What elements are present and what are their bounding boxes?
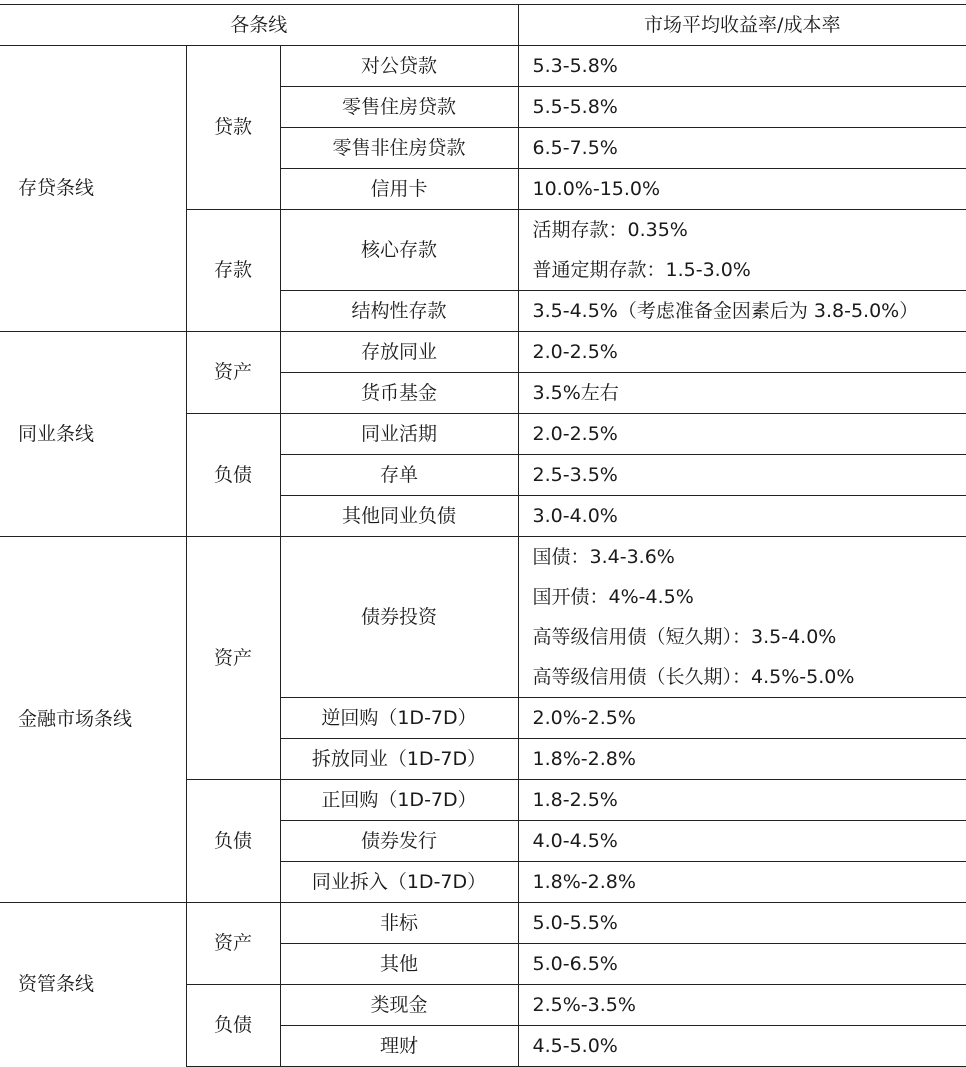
rate-text: 5.0-6.5%	[533, 944, 966, 984]
product-cell: 其他	[280, 944, 518, 985]
category-cell: 负债	[186, 780, 280, 903]
table-row	[0, 46, 966, 87]
rate-text: 3.5-4.5%（考虑准备金因素后为 3.8-5.0%）	[533, 291, 966, 331]
rate-cell	[518, 821, 966, 862]
rate-cell	[518, 862, 966, 903]
rate-cell	[518, 496, 966, 537]
rate-text: 1.8%-2.8%	[533, 739, 966, 779]
product-cell: 同业活期	[280, 414, 518, 455]
product-cell: 信用卡	[280, 169, 518, 210]
category-cell: 贷款	[186, 46, 280, 210]
rate-text: 国债：3.4-3.6%	[533, 537, 966, 577]
rate-text: 高等级信用债（短久期）：3.5-4.0%	[533, 617, 966, 657]
rate-cell	[518, 537, 966, 698]
rate-cell	[518, 210, 966, 291]
product-cell: 对公贷款	[280, 46, 518, 87]
rate-text: 2.0-2.5%	[533, 414, 966, 454]
rate-text: 1.8%-2.8%	[533, 862, 966, 902]
rate-text: 高等级信用债（长久期）：4.5%-5.0%	[533, 657, 966, 697]
business-line-cell: 存贷条线	[0, 46, 186, 332]
category-cell: 资产	[186, 537, 280, 780]
rate-cell	[518, 903, 966, 944]
category-cell: 存款	[186, 210, 280, 332]
table-row	[0, 903, 966, 944]
product-cell: 其他同业负债	[280, 496, 518, 537]
rate-cell	[518, 1026, 966, 1067]
category-cell: 资产	[186, 903, 280, 985]
header-row	[0, 5, 966, 46]
product-cell: 同业拆入（1D-7D）	[280, 862, 518, 903]
header-line-column: 各条线	[0, 5, 518, 46]
rate-text: 2.0%-2.5%	[533, 698, 966, 738]
rate-text: 国开债：4%-4.5%	[533, 577, 966, 617]
table-row	[0, 332, 966, 373]
product-cell: 逆回购（1D-7D）	[280, 698, 518, 739]
rate-text: 5.0-5.5%	[533, 903, 966, 943]
rate-text: 5.5-5.8%	[533, 87, 966, 127]
product-cell: 非标	[280, 903, 518, 944]
rate-cell	[518, 780, 966, 821]
rate-cell	[518, 944, 966, 985]
business-line-cell: 同业条线	[0, 332, 186, 537]
rate-cell	[518, 332, 966, 373]
rate-text: 6.5-7.5%	[533, 128, 966, 168]
rate-table	[0, 4, 966, 1067]
table-body	[0, 46, 966, 1067]
category-cell: 负债	[186, 985, 280, 1067]
product-cell: 零售非住房贷款	[280, 128, 518, 169]
product-cell: 债券发行	[280, 821, 518, 862]
rate-text: 3.0-4.0%	[533, 496, 966, 536]
product-cell: 类现金	[280, 985, 518, 1026]
product-cell: 货币基金	[280, 373, 518, 414]
business-line-cell: 资管条线	[0, 903, 186, 1067]
rate-text: 2.5%-3.5%	[533, 985, 966, 1025]
product-cell: 理财	[280, 1026, 518, 1067]
rate-cell	[518, 455, 966, 496]
header-rate-column: 市场平均收益率/成本率	[518, 5, 966, 46]
rate-cell	[518, 128, 966, 169]
table-row	[0, 537, 966, 698]
product-cell: 零售住房贷款	[280, 87, 518, 128]
rate-text: 5.3-5.8%	[533, 46, 966, 86]
rate-cell	[518, 373, 966, 414]
product-cell: 正回购（1D-7D）	[280, 780, 518, 821]
rate-text: 4.5-5.0%	[533, 1026, 966, 1066]
product-cell: 存单	[280, 455, 518, 496]
category-cell: 负债	[186, 414, 280, 537]
rate-text: 活期存款：0.35%	[533, 210, 966, 250]
product-cell: 拆放同业（1D-7D）	[280, 739, 518, 780]
rate-text: 3.5%左右	[533, 373, 966, 413]
product-cell: 债券投资	[280, 537, 518, 698]
category-cell: 资产	[186, 332, 280, 414]
rate-cell	[518, 169, 966, 210]
business-line-cell: 金融市场条线	[0, 537, 186, 903]
product-cell: 结构性存款	[280, 291, 518, 332]
rate-cell	[518, 985, 966, 1026]
rate-text: 10.0%-15.0%	[533, 169, 966, 209]
rate-cell	[518, 698, 966, 739]
rate-cell	[518, 414, 966, 455]
rate-cell	[518, 291, 966, 332]
rate-text: 2.0-2.5%	[533, 332, 966, 372]
product-cell: 核心存款	[280, 210, 518, 291]
rate-text: 4.0-4.5%	[533, 821, 966, 861]
rate-cell	[518, 739, 966, 780]
rate-text: 1.8-2.5%	[533, 780, 966, 820]
product-cell: 存放同业	[280, 332, 518, 373]
rate-cell	[518, 87, 966, 128]
rate-cell	[518, 46, 966, 87]
rate-text: 2.5-3.5%	[533, 455, 966, 495]
rate-text: 普通定期存款：1.5-3.0%	[533, 250, 966, 290]
